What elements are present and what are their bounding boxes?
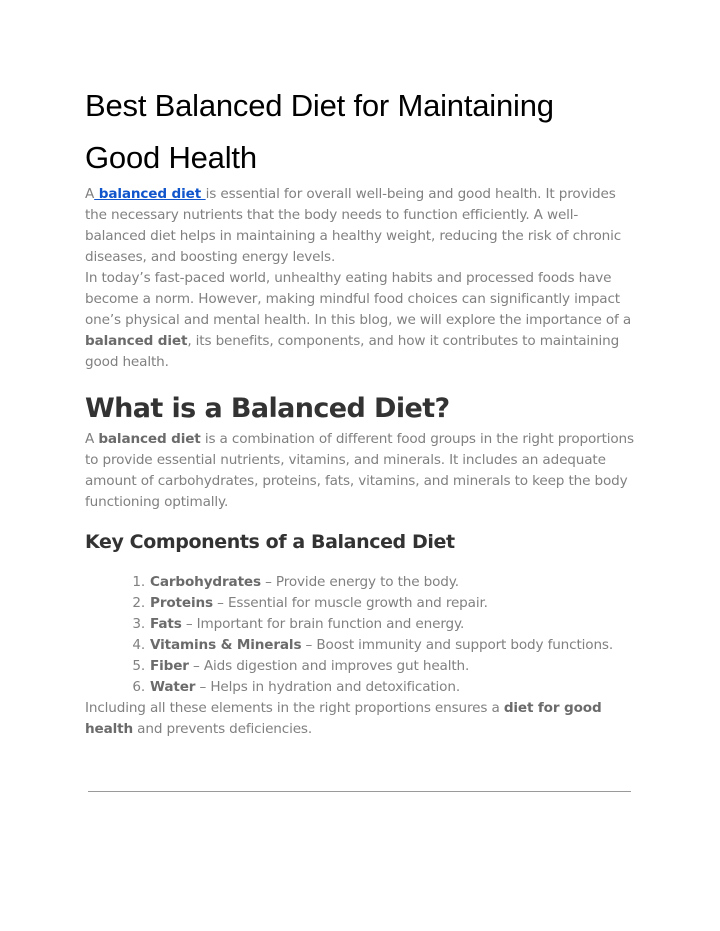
list-item: [85, 635, 635, 656]
list-item-desc: – Aids digestion and improves gut health.: [188, 658, 470, 674]
list-item: [85, 572, 635, 593]
list-item-name: Water: [150, 679, 196, 695]
list-item-number: 3.: [132, 616, 145, 632]
conclusion-prefix: Including all these elements in the right proportions ensures a: [85, 700, 504, 716]
list-item: [85, 677, 635, 698]
list-item-name: Vitamins & Minerals: [150, 637, 302, 653]
page-title: Best Balanced Diet for Maintaining Good Health: [85, 88, 554, 175]
list-item-name: Carbohydrates: [150, 574, 261, 590]
components-list: [85, 572, 635, 698]
components-heading: Key Components of a Balanced Diet: [85, 531, 455, 553]
list-item-desc: – Essential for muscle growth and repair.: [212, 595, 488, 611]
context-text-before: In today’s fast-paced world, unhealthy eating habits and processed foods have become a norm. However, making mindful food choices can significantly impact one’s physical and mental health. In this blog, we will explore the importance of a: [85, 270, 632, 328]
list-item-number: 2.: [132, 595, 145, 611]
intro-prefix: A: [85, 186, 95, 202]
context-text-after: , its benefits, components, and how it contributes to maintaining good health.: [85, 333, 620, 370]
list-item-number: 5.: [132, 658, 145, 674]
document-page: [85, 80, 635, 740]
conclusion-bold-term: diet for good health: [85, 700, 602, 737]
balanced-diet-link[interactable]: balanced diet: [94, 186, 206, 202]
list-item-name: Fiber: [150, 658, 189, 674]
intro-text: is essential for overall well-being and good health. It provides the necessary nutrients that the body needs to function efficiently. A well-balanced diet helps in maintaining a healthy weight, reducing the risk of chronic diseases, and boosting energy levels.: [85, 186, 622, 265]
list-item-desc: – Boost immunity and support body functions.: [301, 637, 614, 653]
list-item-desc: – Important for brain function and energy.: [181, 616, 465, 632]
list-item-number: 1.: [132, 574, 145, 590]
list-item: [85, 614, 635, 635]
section-heading: What is a Balanced Diet?: [85, 393, 450, 424]
conclusion-paragraph: [85, 698, 635, 740]
list-item-number: 6.: [132, 679, 145, 695]
list-item: [85, 656, 635, 677]
list-item: [85, 593, 635, 614]
list-item-name: Proteins: [150, 595, 213, 611]
definition-text: is a combination of different food groups in the right proportions to provide essential nutrients, vitamins, and minerals. It includes an adequate amount of carbohydrates, proteins, fats, vitamins, and minerals to keep the body functioning optimally.: [85, 431, 634, 510]
list-item-number: 4.: [132, 637, 145, 653]
horizontal-divider: [88, 791, 631, 792]
list-item-desc: – Provide energy to the body.: [260, 574, 459, 590]
conclusion-text: and prevents deficiencies.: [133, 721, 313, 737]
context-bold-term: balanced diet: [85, 333, 188, 349]
definition-paragraph: [85, 429, 635, 513]
list-item-desc: – Helps in hydration and detoxification.: [195, 679, 460, 695]
context-paragraph: [85, 268, 635, 373]
definition-bold-term: balanced diet: [98, 431, 201, 447]
list-item-name: Fats: [150, 616, 182, 632]
intro-paragraph: [85, 184, 635, 268]
definition-prefix: A: [85, 431, 99, 447]
